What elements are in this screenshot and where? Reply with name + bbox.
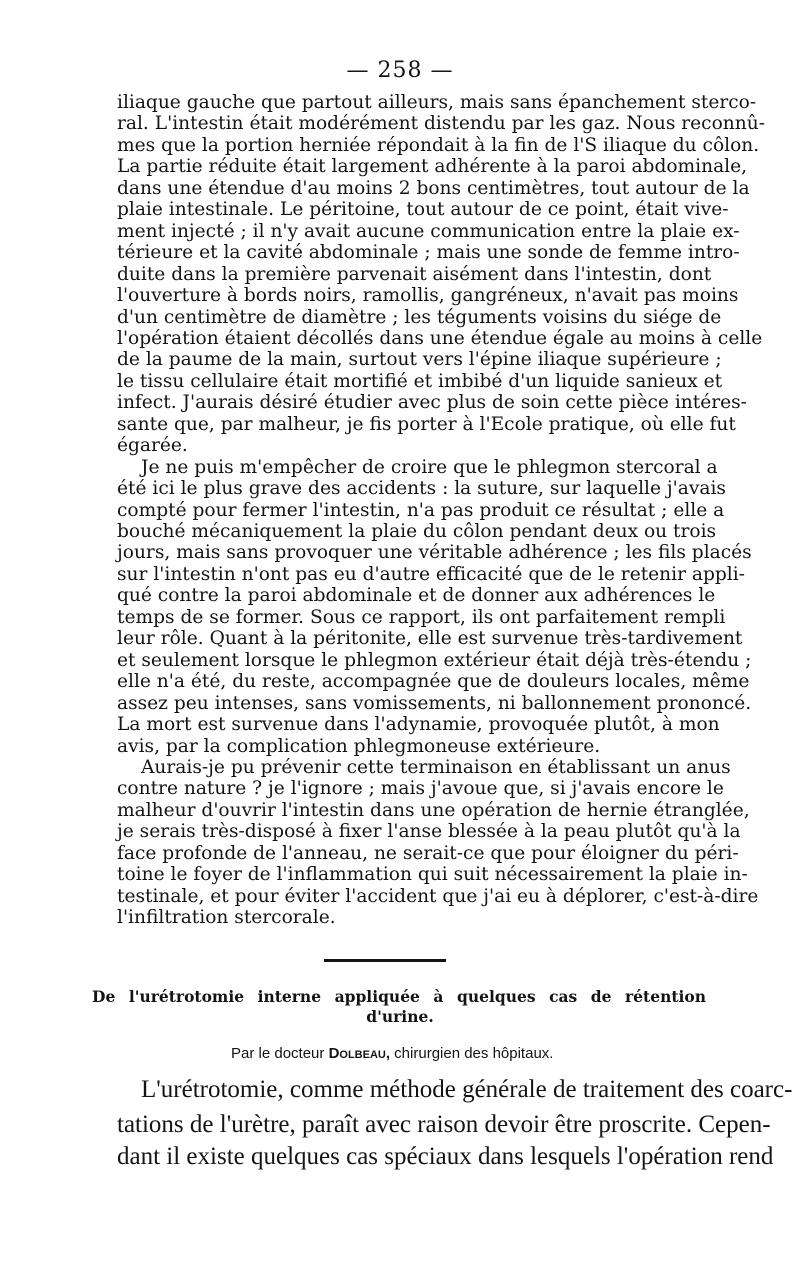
body-line: bouché mécaniquement la plaie du côlon pendant deux ou trois <box>117 521 717 542</box>
body-line: térieure et la cavité abdominale ; mais une sonde de femme intro- <box>117 242 740 264</box>
body-line: l'ouverture à bords noirs, ramollis, gangréneux, n'avait pas moins <box>117 285 739 307</box>
body-line: iliaque gauche que partout ailleurs, mais sans épanchement sterco- <box>117 92 757 113</box>
section-divider <box>324 959 446 962</box>
body-line: ral. L'intestin était modérément distendu par les gaz. Nous reconnû- <box>117 113 765 135</box>
article-body-line: tations de l'urètre, paraît avec raison devoir être proscrite. Cepen- <box>117 1111 771 1138</box>
body-line: qué contre la paroi abdominale et de donner aux adhérences le <box>117 585 716 607</box>
body-line: sante que, par malheur, je fis porter à l'Ecole pratique, où elle fut <box>117 413 736 435</box>
body-line: temps de se former. Sous ce rapport, ils ont parfaitement rempli <box>117 606 726 628</box>
body-line: égarée. <box>117 435 188 457</box>
body-line: contre nature ? je l'ignore ; mais j'avoue que, si j'avais encore le <box>117 778 724 800</box>
article-body-line: L'urétrotomie, comme méthode générale de traitement des coarc- <box>141 1076 793 1103</box>
body-line: compté pour fermer l'intestin, n'a pas produit ce résultat ; elle a <box>117 499 725 521</box>
body-line: je serais très-disposé à fixer l'anse blessée à la peau plutôt qu'à la <box>117 821 741 843</box>
byline-prefix: Par le docteur <box>231 1045 329 1062</box>
body-line: elle n'a été, du reste, accompagnée que de douleurs locales, même <box>117 671 750 693</box>
body-line: face profonde de l'anneau, ne serait-ce que pour éloigner du péri- <box>117 842 739 864</box>
body-line: testinale, et pour éviter l'accident que j'ai eu à déplorer, c'est-à-dire <box>117 885 759 907</box>
body-line: La mort est survenue dans l'adynamie, provoquée plutôt, à mon <box>117 714 720 736</box>
body-line: sur l'intestin n'ont pas eu d'autre efficacité que de le retenir appli- <box>117 563 745 585</box>
body-line: jours, mais sans provoquer une véritable adhérence ; les fils placés <box>117 542 752 564</box>
byline-author: Dolbeau, <box>328 1045 391 1062</box>
body-line: plaie intestinale. Le péritoine, tout autour de ce point, était vive- <box>117 199 729 221</box>
article-body-line: dant il existe quelques cas spéciaux dans lesquels l'opération rend <box>117 1143 774 1170</box>
body-line: leur rôle. Quant à la péritonite, elle est survenue très-tardivement <box>117 628 743 650</box>
body-line: avis, par la complication phlegmoneuse extérieure. <box>117 735 601 757</box>
body-line: assez peu intenses, sans vomissements, ni ballonnement prononcé. <box>117 692 752 714</box>
body-line: malheur d'ouvrir l'intestin dans une opération de hernie étranglée, <box>117 799 750 821</box>
body-line: mes que la portion herniée répondait à la fin de l'S iliaque du côlon. <box>117 134 760 156</box>
body-line: duite dans la première parvenait aisément dans l'intestin, dont <box>117 263 712 285</box>
body-line: d'un centimètre de diamètre ; les téguments voisins du siége de <box>117 306 722 328</box>
body-line: l'opération étaient décollés dans une étendue égale au moins à celle <box>117 327 763 349</box>
body-line: l'infiltration stercorale. <box>117 907 336 929</box>
article-byline <box>231 1044 553 1064</box>
body-line: dans une étendue d'au moins 2 bons centimètres, tout autour de la <box>117 177 750 199</box>
body-line: le tissu cellulaire était mortifié et imbibé d'un liquide sanieux et <box>117 370 723 392</box>
article-title-line: De l'urétrotomie interne appliquée à quelques cas de rétention <box>92 987 706 1006</box>
body-line: Aurais-je pu prévenir cette terminaison en établissant un anus <box>141 756 731 778</box>
page-number: — 258 — <box>346 58 454 83</box>
body-line: La partie réduite était largement adhérente à la paroi abdominale, <box>117 156 748 178</box>
body-line: et seulement lorsque le phlegmon extérieur était déjà très-étendu ; <box>117 649 752 671</box>
body-line: Je ne puis m'empêcher de croire que le phlegmon stercoral a <box>141 456 718 478</box>
article-title-line: d'urine. <box>366 1007 434 1026</box>
body-line: de la paume de la main, surtout vers l'épine iliaque supérieure ; <box>117 349 722 371</box>
body-line: été ici le plus grave des accidents : la suture, sur laquelle j'avais <box>117 478 726 500</box>
body-line: ment injecté ; il n'y avait aucune communication entre la plaie ex- <box>117 220 740 242</box>
body-line: infect. J'aurais désiré étudier avec plus de soin cette pièce intéres- <box>117 392 747 414</box>
byline-suffix: chirurgien des hôpitaux. <box>390 1045 554 1062</box>
body-line: toine le foyer de l'inflammation qui suit nécessairement la plaie in- <box>117 864 748 886</box>
